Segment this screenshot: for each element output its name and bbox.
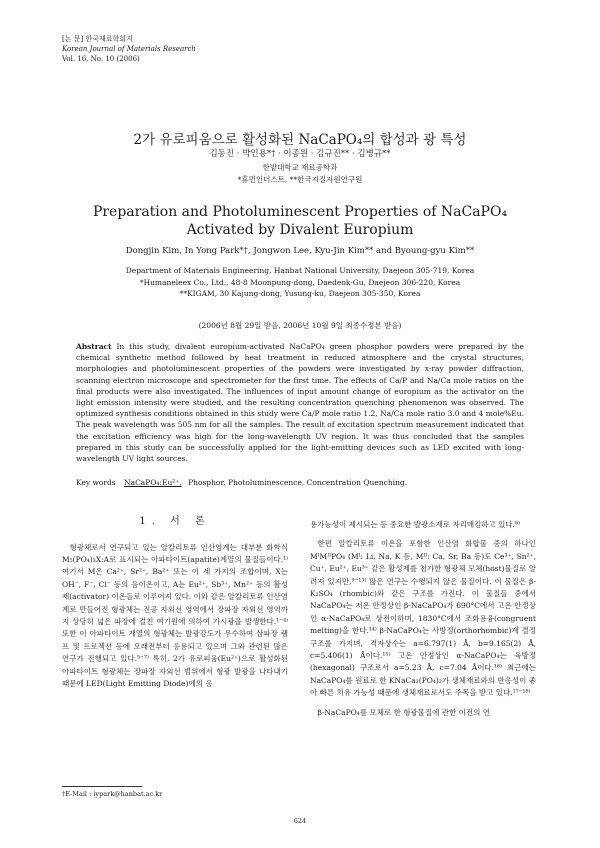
section-heading: 1. 서 론 (139, 516, 211, 527)
footnote-divider (62, 786, 142, 787)
journal-line-3: Vol. 16, No. 10 (2006) (62, 55, 140, 63)
title-english-line-2: Activated by Divalent Europium (186, 222, 414, 238)
affiliations-korean (0, 162, 600, 186)
affiliation-kr-1: 한밭대학교 재료공학과 (262, 163, 338, 172)
abstract-text: In this study, divalent europium-activated NaCaPO₄ green phosphor powders were prepared by the chemical synthetic method followed by heat treatment in reduced atmosphere and the crystal structures, morphologies and photoluminescent properties of the powders were investigated by x-ray powder diffraction, scanning electron microscope and spectrometer for the first time. The effects of Ca/P and Na/Ca mole ratios on the final products were also investigated. The influences of input amount change of europium as the activator on the light emission intensity were studied, and the resulting concentration quenching phenomenon was observed. The optimized synthesis conditions obtained in this study were Ca/P mole ratio 1.2, Na/Ca mole ratio 3.0 and 4 mole%Eu. The peak wavelength was 505 nm for all the samples. The result of excitation spectrum measurement indicated that the excitation efficiency was high for the long-wavelength UV region. It was thus concluded that the samples prepared in this study can be successfully applied for the light-emitting devices such as LED excited with long-wavelength UV light sources. (76, 342, 524, 464)
keyword-first: NaCaPO₄:Eu²⁺, (124, 478, 182, 487)
page-number: 624 (293, 817, 307, 825)
authors-english: Dongjin Kim, In Yong Park*†, Jongwon Lee, Kyu-Jin Kim** and Byoung-gyu Kim** (125, 246, 475, 256)
received-dates: (2006년 8월 29일 받음, 2006년 10월 9일 최종수정본 받음) (198, 321, 402, 330)
affiliation-en-2: *Humaneleex Co., Ltd., 48-8 Moonpung-dong, Daedeok-Gu, Daejeon 306-220, Korea (139, 277, 461, 287)
journal-header (62, 34, 196, 64)
right-column (310, 511, 536, 727)
journal-line-2: Korean Journal of Materials Research (62, 45, 196, 53)
keywords-rest: Phosphor, Photoluminescence, Concentration Quenching. (188, 478, 408, 487)
right-paragraph-1: 한편 알칼리토류 이온을 포함한 인산염 화합물 중의 하나인 MᴵMᴵᴵPO₄ (Mᴵ: Li, Na, K 등, Mᴵᴵ: Ca, Sr, Ba 등)도 Ce³⁺, Sn²⁺, Cu⁺, Eu²⁺, Eu³⁺ 같은 활성제를 첨가한 형광체 모체(host)물질로 알려져 있지만,⁹⁻¹³⁾ 많은 연구는 수행되지 않은 물질이다. 이 물질은 β-K₂SO₄ (rhombic)와 같은 구조를 가진다. 이 물질들 중에서 NaCaPO₄는 저온 안정상인 β-NaCaPO₄가 690°C에서 고온 안정상인 α-NaCaPO₄로 상전이하며, 1830°C에서 조화용융(congruent melting)을 한다.¹⁴⁾ β-NaCaPO₄는 사방정(orthorhombic)계 결정구조를 가지며, 격자상수는 a=6.797(1) Å, b=9.165(2) Å, c=5.406(1) Å이다.¹⁵⁾ 고온 안정상인 α-NaCaPO₄는 육방정(hexagonal) 구조로서 a=5.23 Å, c=7.04 Å이다.¹⁶⁾ 최근에는 NaCaPO₄를 원료로 한 KNaCa₂(PO₄)₂가 생체재료와의 반응성이 좋아 빠른 치유 가능성 때문에 생체재료로서도 주목을 받고 있다.¹⁷⁻¹⁸⁾ (310, 539, 536, 698)
right-paragraph-2: β-NaCaPO₄를 모체로 한 형광물질에 관한 이전의 연 (317, 708, 491, 718)
right-paragraph-continuation: 용가능성이 제시되는 등 중요한 발광소재로 자리매김하고 있다.⁸⁾ (310, 519, 520, 529)
left-paragraph-1: 형광체로서 연구되고 있는 알칼리토류 인산염계는 대부분 화학식 M₅(PO₄)₃X:A로 표시되는 아파타이트(apatite)계열의 물질들이다.¹⁾ 여기서 M은 Ca²⁺, Sr²⁺, Ba²⁺ 또는 이 세 가지의 조합이며, X는 OH⁻, F⁻, Cl⁻ 등의 음이온이고, A는 Eu²⁺, Sb³⁺, Mn²⁺ 등의 활성제(activator) 이온들로 이루어져 있다. 이와 같은 알칼리토류 인산염계로 만들어진 형광체는 진공 자외선 영역에서 장파장 자외선 영역까지 상당히 넓은 파장에 걸친 여기원에 의하여 가시광을 발생한다.¹⁻⁴⁾ 또한 이 아파타이트 계열의 형광체는 발광강도가 우수하여 삼파장 램프 및 프로젝션 등에 오래전부터 응용되고 있으며 그와 관련된 많은 연구가 진행되고 있다.⁵⁻⁷⁾ 특히, 2가 유로피움(Eu²⁺)으로 활성화된 아파타이트 형광체는 장파장 자외선 범위에서 형광 발광을 나타내기 때문에 LED(Light Emitting Diode)에의 응 (62, 542, 288, 688)
affiliation-kr-2: *휴먼인더스트, **한국지질자원연구원 (237, 175, 363, 184)
affiliations-english (0, 265, 600, 300)
keywords-label: Key words (76, 478, 116, 487)
affiliation-en-1: Department of Materials Engineering, Hanbat National University, Daejeon 305-719, Korea (125, 266, 475, 275)
authors-korean: 김동진 · 박인용*† · 이종원 · 김규진** · 김병규** (209, 149, 391, 159)
keywords (76, 478, 407, 487)
title-english (0, 203, 600, 239)
abstract (76, 341, 524, 464)
abstract-label: Abstract (76, 342, 112, 351)
title-english-line-1: Preparation and Photoluminescent Properties of NaCaPO₄ (92, 204, 508, 220)
title-korean: 2가 유로피움으로 활성화된 NaCaPO₄의 합성과 광 특성 (133, 132, 467, 148)
journal-line-1: [논 문] 한국재료학회지 (62, 35, 133, 43)
left-column (62, 534, 288, 698)
affiliation-en-3: **KIGAM, 30 Kajung-dong, Yusung-ku, Daejeon 305-350, Korea (179, 289, 421, 298)
footnote-email: †E-Mail : iypark@hanbat.ac.kr (62, 790, 163, 798)
